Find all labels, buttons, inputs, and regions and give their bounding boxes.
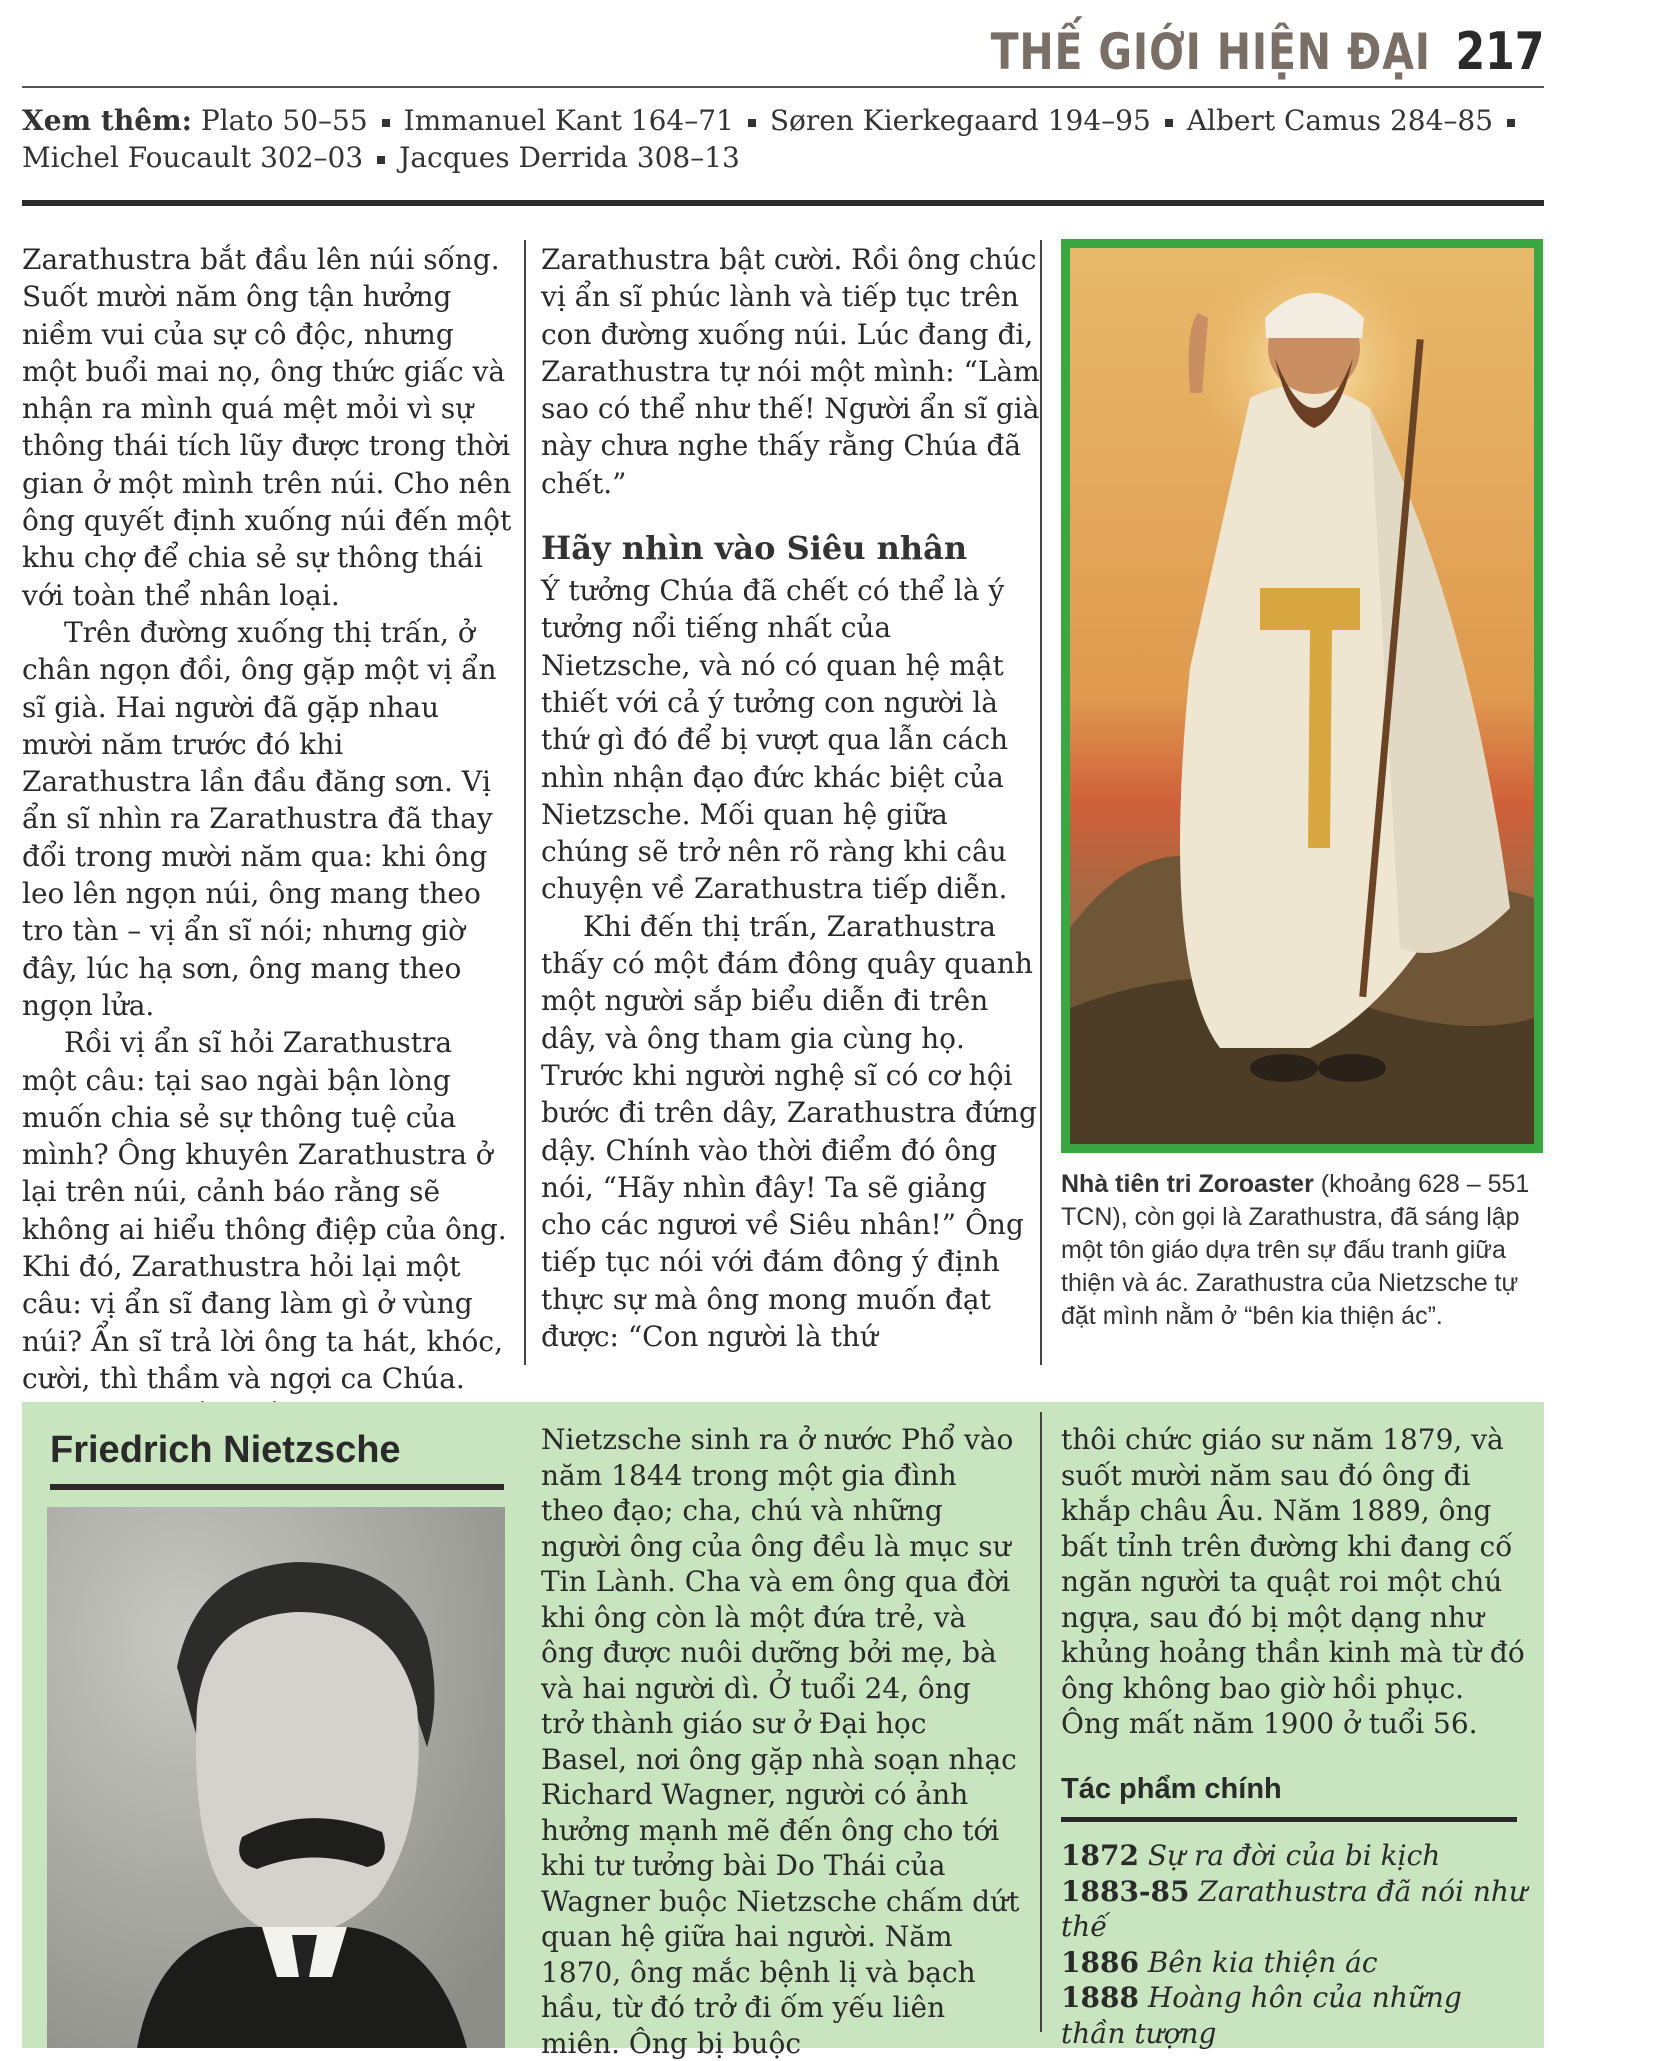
page-number: 217 bbox=[1454, 22, 1544, 82]
bullet-square-icon bbox=[748, 119, 756, 127]
section-title: THẾ GIỚI HIỆN ĐẠI bbox=[990, 23, 1431, 81]
section-rule bbox=[22, 200, 1544, 206]
work-title: Bên kia thiện ác bbox=[1147, 1945, 1378, 1979]
header-rule bbox=[22, 86, 1544, 88]
subheading: Hãy nhìn vào Siêu nhân bbox=[541, 529, 968, 568]
major-works-title: Tác phẩm chính bbox=[1061, 1772, 1517, 1823]
zoroaster-painting bbox=[1061, 239, 1543, 1153]
work-title: Hoàng hôn của những thần tượng bbox=[1061, 1981, 1462, 2050]
work-item bbox=[1061, 1980, 1531, 2051]
see-also-item: Jacques Derrida 308–13 bbox=[399, 141, 740, 174]
page-header bbox=[990, 22, 1544, 82]
work-year: 1883-85 bbox=[1061, 1874, 1190, 1908]
biography-title: Friedrich Nietzsche bbox=[50, 1429, 504, 1490]
column-divider bbox=[524, 240, 526, 1365]
biography-column-1 bbox=[541, 1422, 1021, 2061]
paragraph: Trên đường xuống thị trấn, ở chân ngọn đồi, ông gặp một vị ẩn sĩ già. Hai người đã gặp nhau mười năm trước đó khi Zarathustra lần đầu đăng sơn. Vị ẩn sĩ nhìn ra Zarathustra đã thay đổi trong mười năm qua: khi ông leo lên ngọn núi, ông mang theo tro tàn – vị ẩn sĩ nói; nhưng giờ đây, lúc hạ sơn, ông mang theo ngọn lửa. bbox=[22, 615, 497, 1022]
bullet-square-icon bbox=[1165, 119, 1173, 127]
bullet-square-icon bbox=[1507, 119, 1515, 127]
nietzsche-photo-illustration bbox=[47, 1507, 505, 2048]
work-year: 1886 bbox=[1061, 1945, 1139, 1979]
zoroaster-figure-illustration bbox=[1070, 248, 1534, 1144]
bullet-square-icon bbox=[382, 119, 390, 127]
work-title: Zarathustra đã nói như thế bbox=[1061, 1874, 1527, 1943]
paragraph: thôi chức giáo sư năm 1879, và suốt mười năm sau đó ông đi khắp châu Âu. Năm 1889, ông bất tỉnh trên đường khi đang cố ngăn người ta quật roi một chú ngựa, sau đó bị một dạng như khủng hoảng thần kinh mà từ đó ông không bao giờ hồi phục. Ông mất năm 1900 ở tuổi 56. bbox=[1061, 1423, 1525, 1740]
work-item bbox=[1061, 1838, 1531, 1874]
column-divider bbox=[1040, 240, 1042, 1365]
nietzsche-portrait bbox=[47, 1507, 505, 2048]
paragraph: Zarathustra bật cười. Rồi ông chúc vị ẩn sĩ phúc lành và tiếp tục trên con đường xuống núi. Lúc đang đi, Zarathustra tự nói một mình: “Làm sao có thể như thế! Người ẩn sĩ già này chưa nghe thấy rằng Chúa đã chết.” bbox=[541, 243, 1040, 500]
see-also-item: Albert Camus 284–85 bbox=[1186, 104, 1494, 137]
see-also bbox=[22, 102, 1544, 176]
paragraph: Khi đến thị trấn, Zarathustra thấy có một đám đông quây quanh một người sắp biểu diễn đi trên dây, và ông tham gia cùng họ. Trước khi người nghệ sĩ có cơ hội bước đi trên dây, Zarathustra đứng dậy. Chính vào thời điểm đó ông nói, “Hãy nhìn đây! Ta sẽ giảng cho các ngươi về Siêu nhân!” Ông tiếp tục nói với đám đông ý định thực sự mà ông mong muốn đạt được: “Con người là thứ bbox=[541, 909, 1037, 1354]
major-works-list bbox=[1061, 1838, 1531, 2051]
work-item bbox=[1061, 1874, 1531, 1945]
column-divider bbox=[1040, 1412, 1042, 2032]
work-title: Sự ra đời của bi kịch bbox=[1147, 1839, 1441, 1872]
work-year: 1872 bbox=[1061, 1839, 1139, 1872]
paragraph: Rồi vị ẩn sĩ hỏi Zarathustra một câu: tại sao ngài bận lòng muốn chia sẻ sự thông tuệ của mình? Ông khuyên Zarathustra ở lại trên núi, cảnh báo rằng sẽ không ai hiểu thông điệp của ông. Khi đó, Zarathustra hỏi lại một câu: vị ẩn sĩ đang làm gì ở vùng núi? Ẩn sĩ trả lời ông ta hát, khóc, cười, thì thầm và ngợi ca Chúa. bbox=[22, 1026, 507, 1395]
bullet-square-icon bbox=[377, 156, 385, 164]
biography-column-2 bbox=[1061, 1422, 1531, 2051]
paragraph: Zarathustra bắt đầu lên núi sống. Suốt mười năm ông tận hưởng niềm vui của sự cô độc, nhưng một buổi mai nọ, ông thức giấc và nhận ra mình quá mệt mỏi vì sự thông thái tích lũy được trong thời gian ở một mình trên núi. Cho nên ông quyết định xuống núi đến một khu chợ để chia sẻ sự thông thái với toàn thể nhân loại. bbox=[22, 243, 512, 612]
work-item bbox=[1061, 1945, 1531, 1981]
figure-caption bbox=[1061, 1168, 1551, 1333]
see-also-item: Søren Kierkegaard 194–95 bbox=[769, 104, 1151, 137]
work-year: 1888 bbox=[1061, 1981, 1139, 2014]
body-column-2 bbox=[541, 241, 1041, 1355]
see-also-item: Plato 50–55 bbox=[200, 104, 368, 137]
body-column-1 bbox=[22, 241, 512, 1435]
see-also-item: Immanuel Kant 164–71 bbox=[403, 104, 734, 137]
paragraph: Ý tưởng Chúa đã chết có thể là ý tưởng nổi tiếng nhất của Nietzsche, và nó có quan hệ mật thiết với cả ý tưởng con người là thứ gì đó để bị vượt qua lẫn cách nhìn nhận đạo đức khác biệt của Nietzsche. Mối quan hệ giữa chúng sẽ trở nên rõ ràng khi câu chuyện về Zarathustra tiếp diễn. bbox=[541, 574, 1009, 906]
paragraph: Nietzsche sinh ra ở nước Phổ vào năm 1844 trong một gia đình theo đạo; cha, chú và những người ông của ông đều là mục sư Tin Lành. Cha và em ông qua đời khi ông còn là một đứa trẻ, và ông được nuôi dưỡng bởi mẹ, bà và hai người dì. Ở tuổi 24, ông trở thành giáo sư ở Đại học Basel, nơi ông gặp nhà soạn nhạc Richard Wagner, người có ảnh hưởng mạnh mẽ đến ông cho tới khi tư tưởng bài Do Thái của Wagner buộc Nietzsche chấm dứt quan hệ giữa hai người. Năm 1870, ông mắc bệnh lị và bạch hầu, từ đó trở đi ốm yếu liên miên. Ông bị buộc bbox=[541, 1423, 1020, 2060]
caption-bold: Nhà tiên tri Zoroaster bbox=[1061, 1170, 1314, 1198]
see-also-label: Xem thêm: bbox=[22, 104, 192, 137]
caption-text: (khoảng 628 – 551 TCN), còn gọi là Zarathustra, đã sáng lập một tôn giáo dựa trên sự đấu tranh giữa thiện và ác. Zarathustra của Nietzsche tự đặt mình nằm ở “bên kia thiện ác”. bbox=[1061, 1170, 1530, 1330]
see-also-item: Michel Foucault 302–03 bbox=[22, 141, 364, 174]
